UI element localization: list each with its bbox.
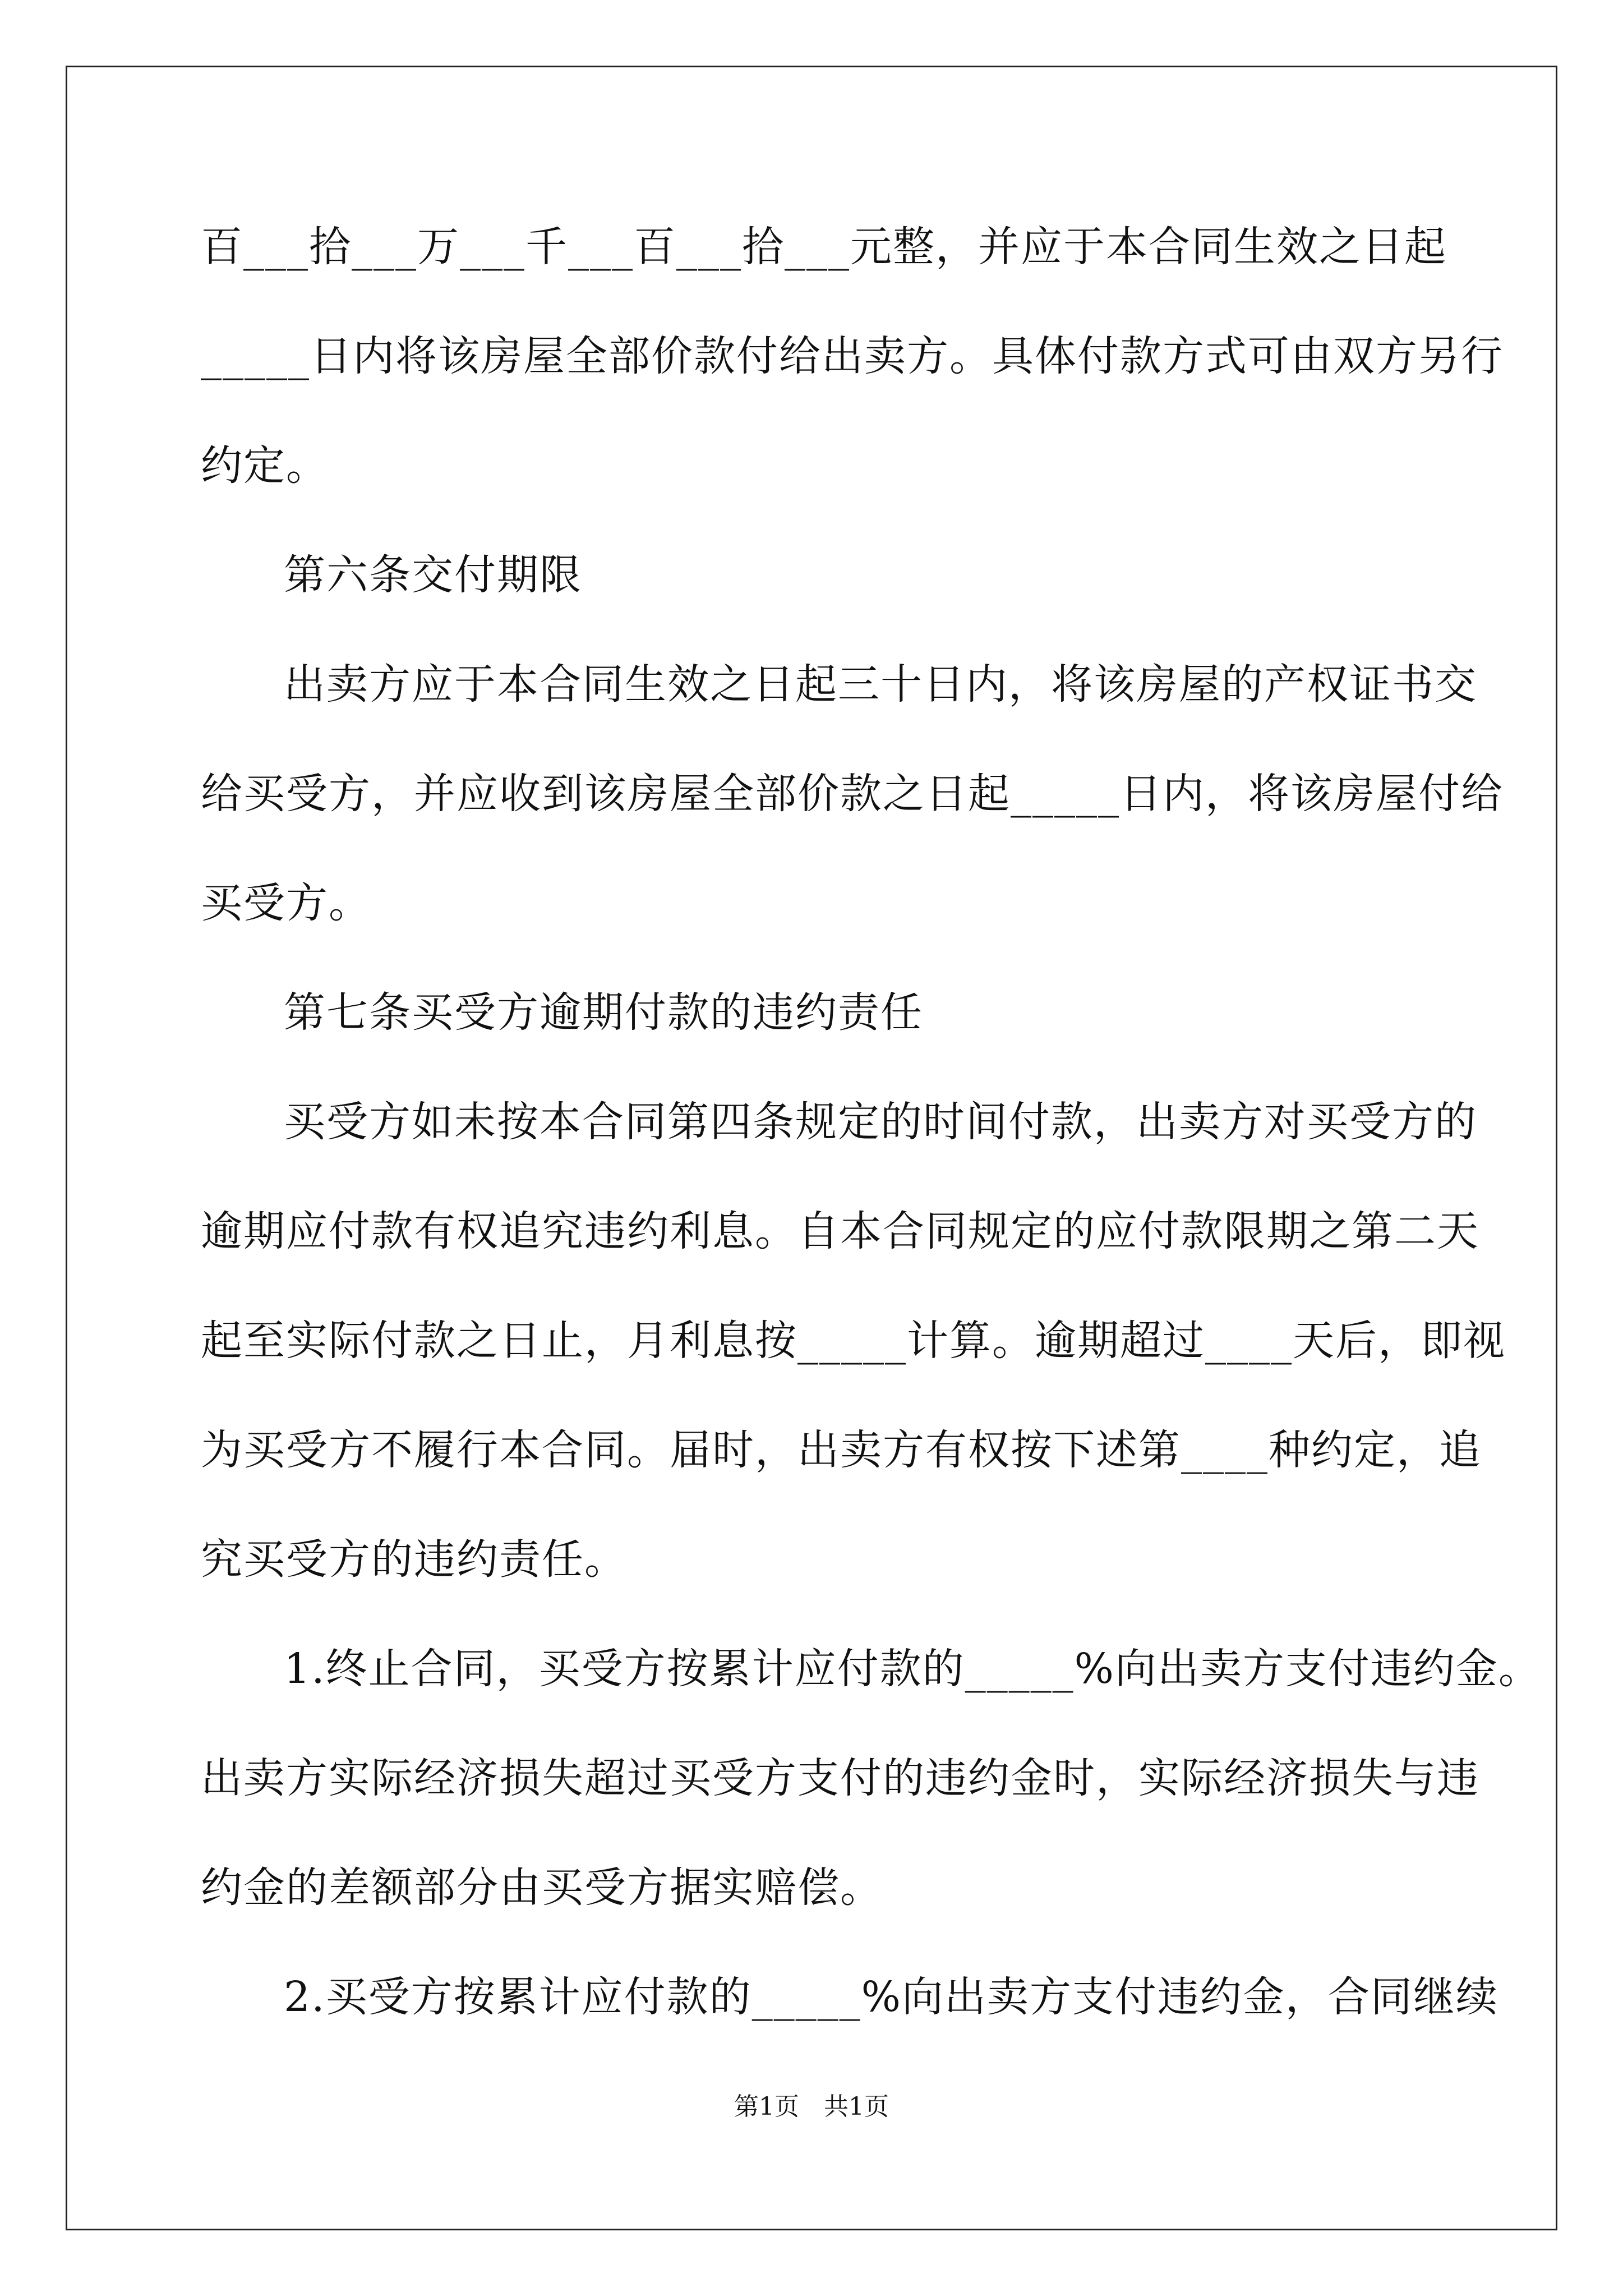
document-body	[201, 213, 1541, 2073]
text-line: 1.终止合同，买受方按累计应付款的_____%向出卖方支付违约金。	[284, 1645, 1541, 1693]
text-line: 百___拾___万___千___百___拾___元整，并应于本合同生效之日起	[201, 223, 1447, 271]
text-line: 出卖方实际经济损失超过买受方支付的违约金时，实际经济损失与违	[201, 1754, 1479, 1802]
text-line: 约金的差额部分由买受方据实赔偿。	[201, 1864, 883, 1912]
text-line: 为买受方不履行本合同。届时，出卖方有权按下述第____种约定，追	[201, 1426, 1482, 1474]
text-line: 2.买受方按累计应付款的_____%向出卖方支付违约金，合同继续	[284, 1973, 1498, 2021]
section-heading: 第六条交付期限	[284, 551, 582, 599]
page-number-footer: 第1页 共1页	[734, 2092, 889, 2121]
text-line: 究买受方的违约责任。	[201, 1535, 627, 1584]
text-line: 买受方。	[201, 879, 371, 927]
section-heading: 第七条买受方逾期付款的违约责任	[284, 988, 923, 1037]
text-line: 约定。	[201, 441, 329, 490]
text-line: 逾期应付款有权追究违约利息。自本合同规定的应付款限期之第二天	[201, 1207, 1479, 1255]
text-line: 买受方如未按本合同第四条规定的时间付款，出卖方对买受方的	[284, 1098, 1477, 1146]
text-line: 出卖方应于本合同生效之日起三十日内，将该房屋的产权证书交	[284, 660, 1477, 708]
text-line: 给买受方，并应收到该房屋全部价款之日起_____日内，将该房屋付给	[201, 770, 1504, 818]
text-line: 起至实际付款之日止，月利息按_____计算。逾期超过____天后，即视	[201, 1317, 1506, 1365]
text-line: _____日内将该房屋全部价款付给出卖方。具体付款方式可由双方另行	[201, 332, 1504, 380]
